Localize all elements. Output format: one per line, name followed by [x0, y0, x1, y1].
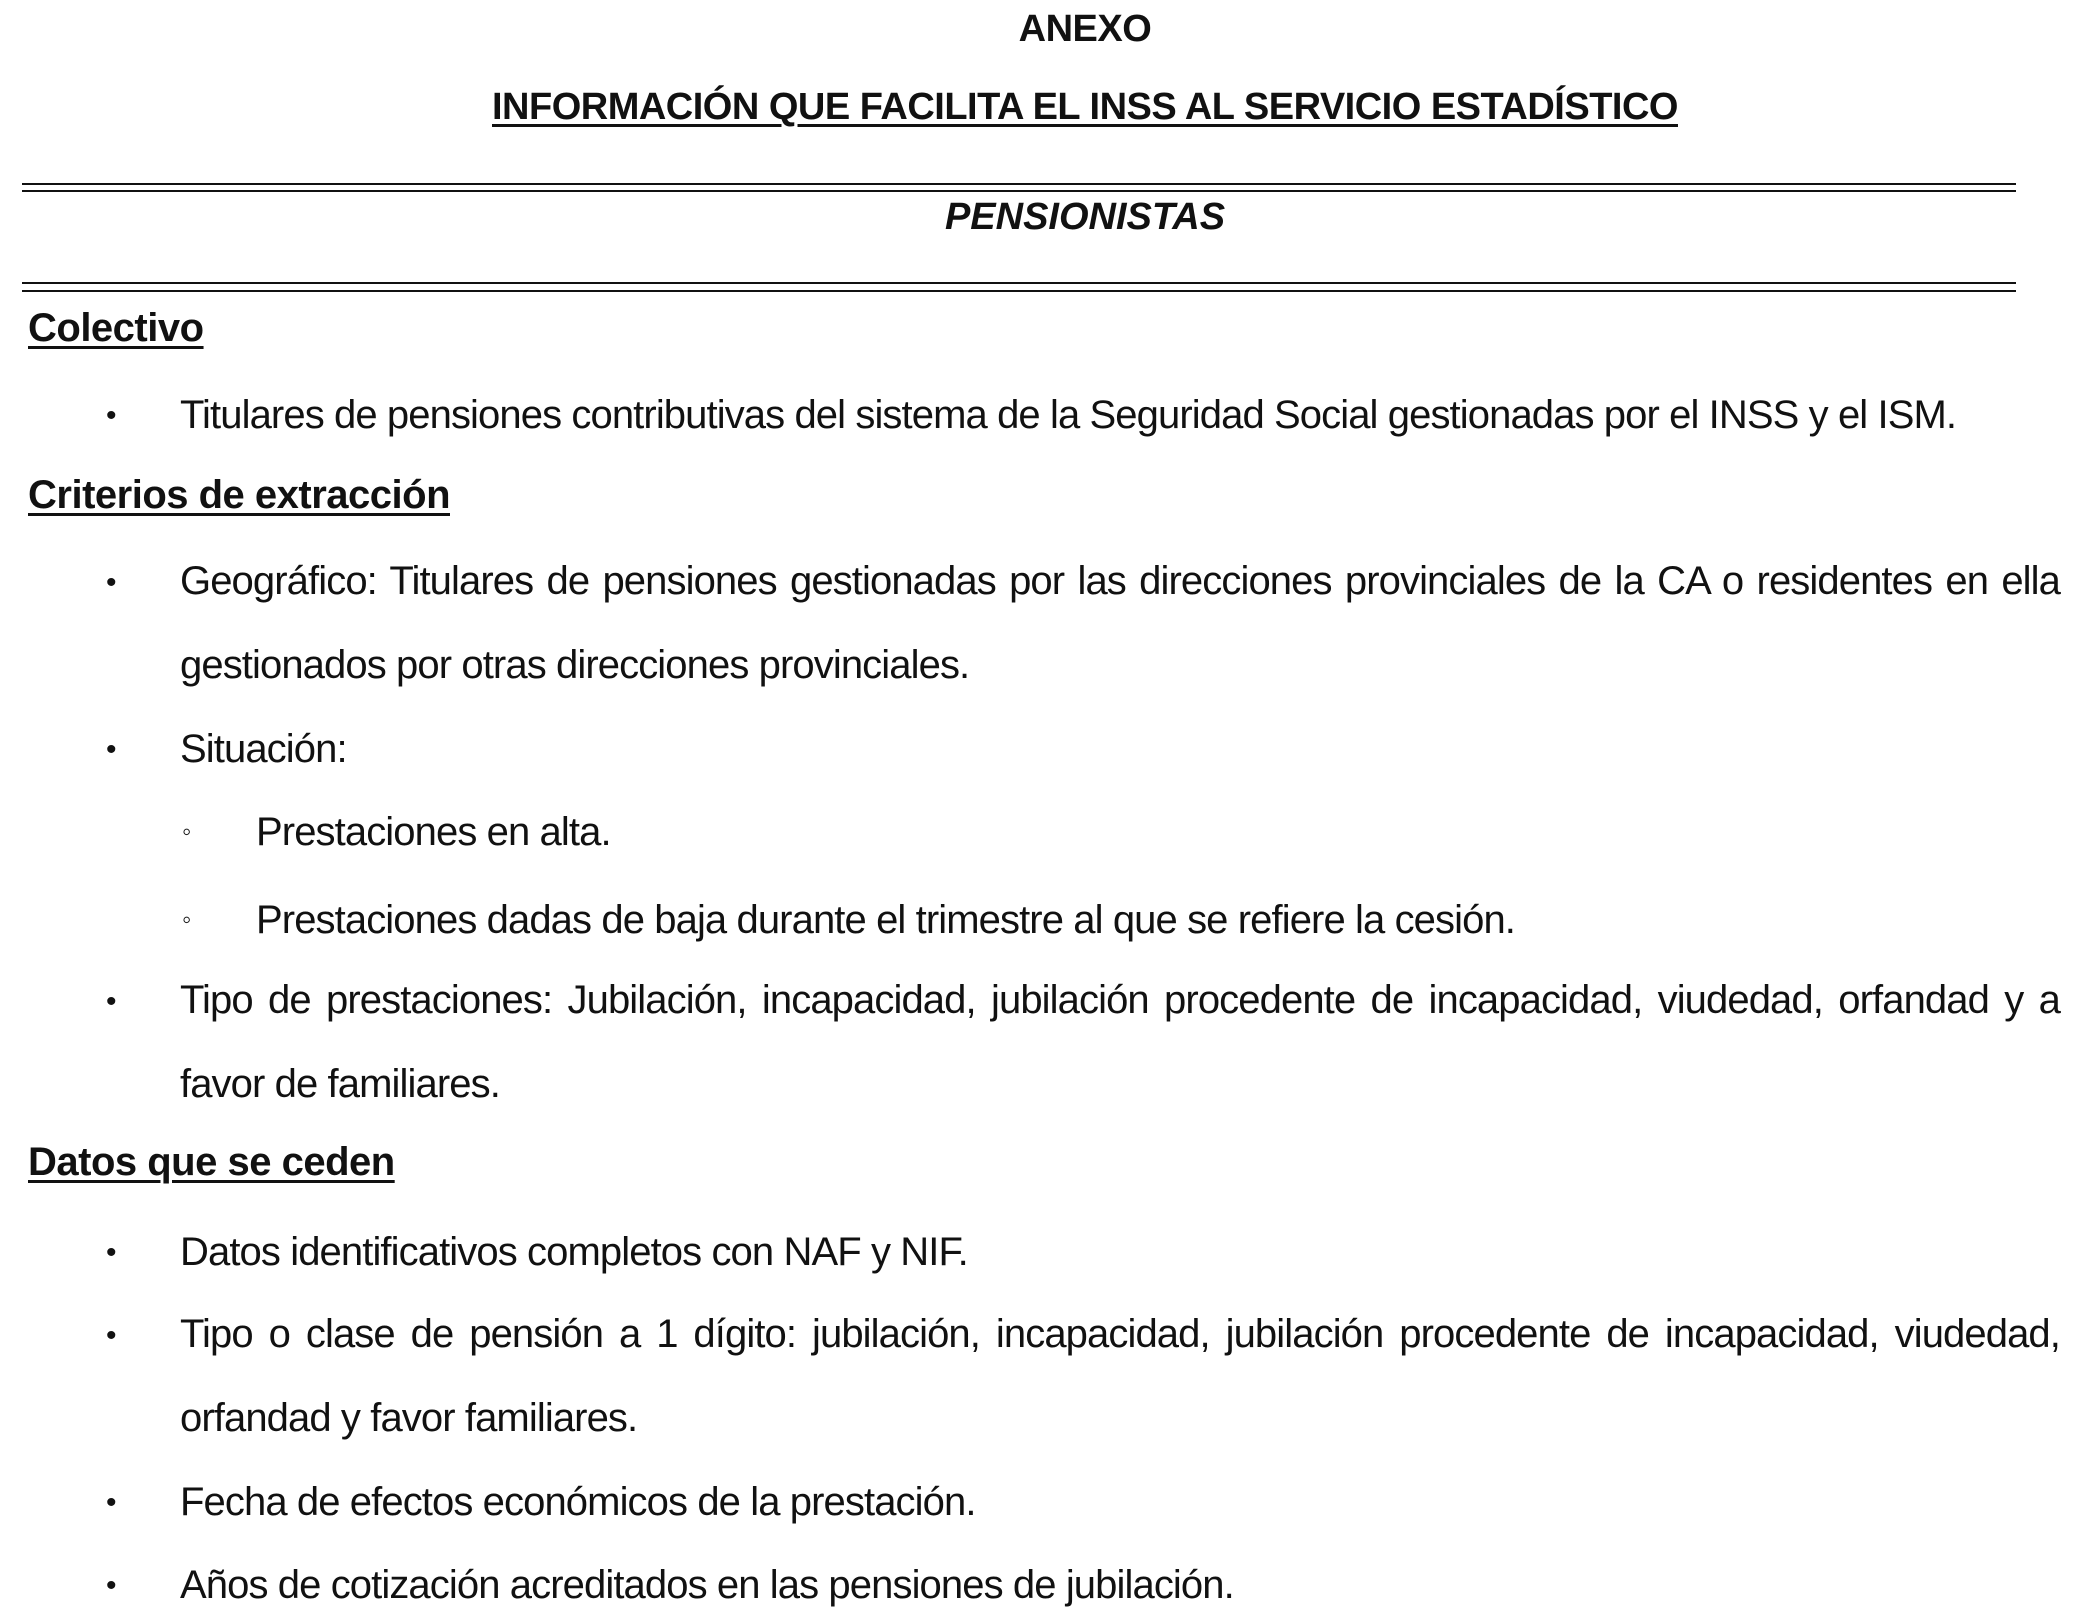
- sub-bullet-icon: ◦: [182, 816, 192, 846]
- list-item: Años de cotización acreditados en las pensiones de jubilación.: [180, 1563, 1234, 1607]
- sub-bullet-icon: ◦: [182, 904, 192, 934]
- heading-colectivo: Colectivo: [28, 306, 204, 350]
- bottom-rule-lower: [22, 290, 2016, 292]
- bottom-rule-upper: [22, 282, 2016, 284]
- annex-title: ANEXO: [1018, 8, 1152, 50]
- list-item: Situación:: [180, 727, 347, 771]
- list-item: Tipo o clase de pensión a 1 dígito: jubilación, incapacidad, jubilación procedente de incapacidad, viudedad, orfandad y favor familiares.: [180, 1312, 2060, 1440]
- top-rule-upper: [22, 183, 2016, 185]
- list-item: Fecha de efectos económicos de la prestación.: [180, 1480, 976, 1524]
- bullet-icon: •: [106, 1486, 117, 1519]
- bullet-icon: •: [106, 1236, 117, 1269]
- list-item: Geográfico: Titulares de pensiones gestionadas por las direcciones provinciales de la CA o residentes en ella gestionados por otras direcciones provinciales.: [180, 559, 2060, 687]
- sub-list-item: Prestaciones dadas de baja durante el trimestre al que se refiere la cesión.: [256, 898, 1516, 942]
- bullet-icon: •: [106, 733, 117, 766]
- heading-criterios: Criterios de extracción: [28, 473, 450, 517]
- section-banner: PENSIONISTAS: [944, 196, 1226, 238]
- list-item: Datos identificativos completos con NAF y NIF.: [180, 1230, 968, 1274]
- bullet-icon: •: [106, 399, 117, 432]
- top-rule-lower: [22, 190, 2016, 192]
- bullet-icon: •: [106, 1319, 117, 1352]
- heading-datos: Datos que se ceden: [28, 1140, 395, 1184]
- bullet-icon: •: [106, 985, 117, 1018]
- list-item: Tipo de prestaciones: Jubilación, incapacidad, jubilación procedente de incapacidad, viudedad, orfandad y a favor de familiares.: [180, 978, 2060, 1106]
- annex-subtitle: INFORMACIÓN QUE FACILITA EL INSS AL SERVICIO ESTADÍSTICO: [492, 86, 1678, 128]
- bullet-icon: •: [106, 566, 117, 599]
- list-item: Titulares de pensiones contributivas del sistema de la Seguridad Social gestionadas por el INSS y el ISM.: [180, 393, 1957, 437]
- bullet-icon: •: [106, 1569, 117, 1602]
- sub-list-item: Prestaciones en alta.: [256, 810, 611, 854]
